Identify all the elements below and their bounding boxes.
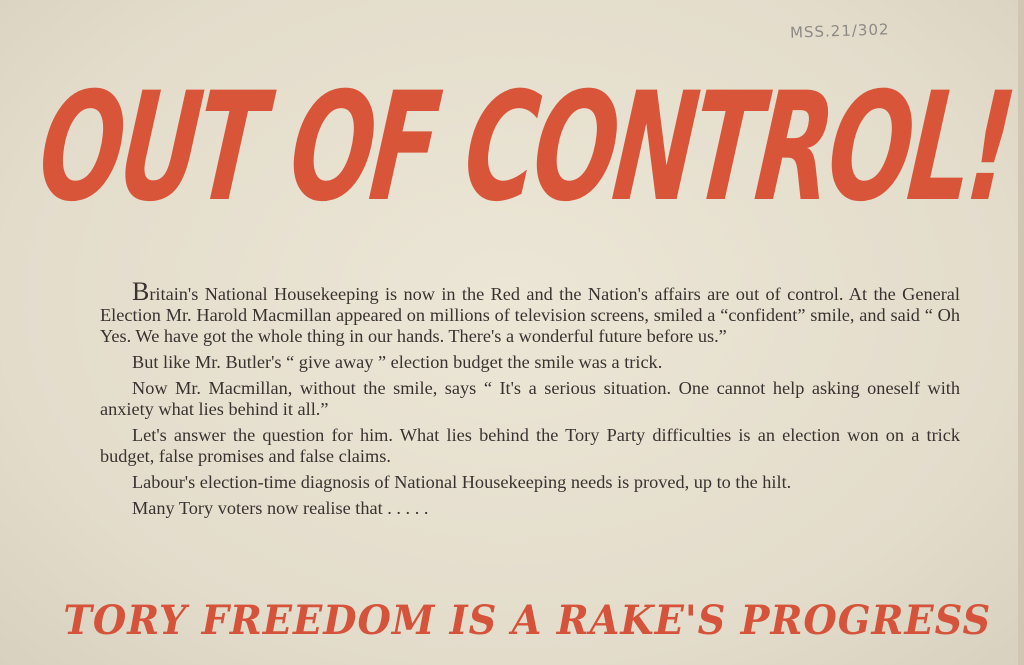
body-text bbox=[100, 277, 960, 524]
headline bbox=[32, 38, 1018, 258]
paragraph-2: But like Mr. Butler's “ give away ” election budget the smile was a trick. bbox=[132, 352, 663, 372]
paragraph-1 bbox=[100, 277, 960, 347]
paragraph-5: Labour's election-time diagnosis of National Housekeeping needs is proved, up to the hilt. bbox=[132, 472, 792, 492]
headline-text: OUT OF CONTROL! bbox=[32, 61, 1018, 235]
drop-cap: B bbox=[132, 277, 150, 306]
slogan-text: TORY FREEDOM IS A RAKE'S PROGRESS bbox=[63, 596, 992, 644]
paragraph-4: Let's answer the question for him. What lies behind the Tory Party difficulties is an election won on a trick budget, false promises and false claims. bbox=[100, 425, 960, 466]
archive-reference: MSS.21/302 bbox=[789, 20, 890, 42]
paragraph-6: Many Tory voters now realise that . . . . . bbox=[132, 498, 429, 518]
slogan bbox=[55, 594, 1000, 646]
paragraph-1-text: ritain's National Housekeeping is now in the Red and the Nation's affairs are out of control. At the General Election Mr. Harold Macmillan appeared on millions of television screens, smiled a “confident” smile, and said “ Oh Yes. We have got the whole thing in our hands. There's a wonderful future before us.” bbox=[100, 284, 960, 346]
paragraph-3: Now Mr. Macmillan, without the smile, says “ It's a serious situation. One cannot help asking oneself with anxiety what lies behind it all.” bbox=[100, 378, 960, 419]
